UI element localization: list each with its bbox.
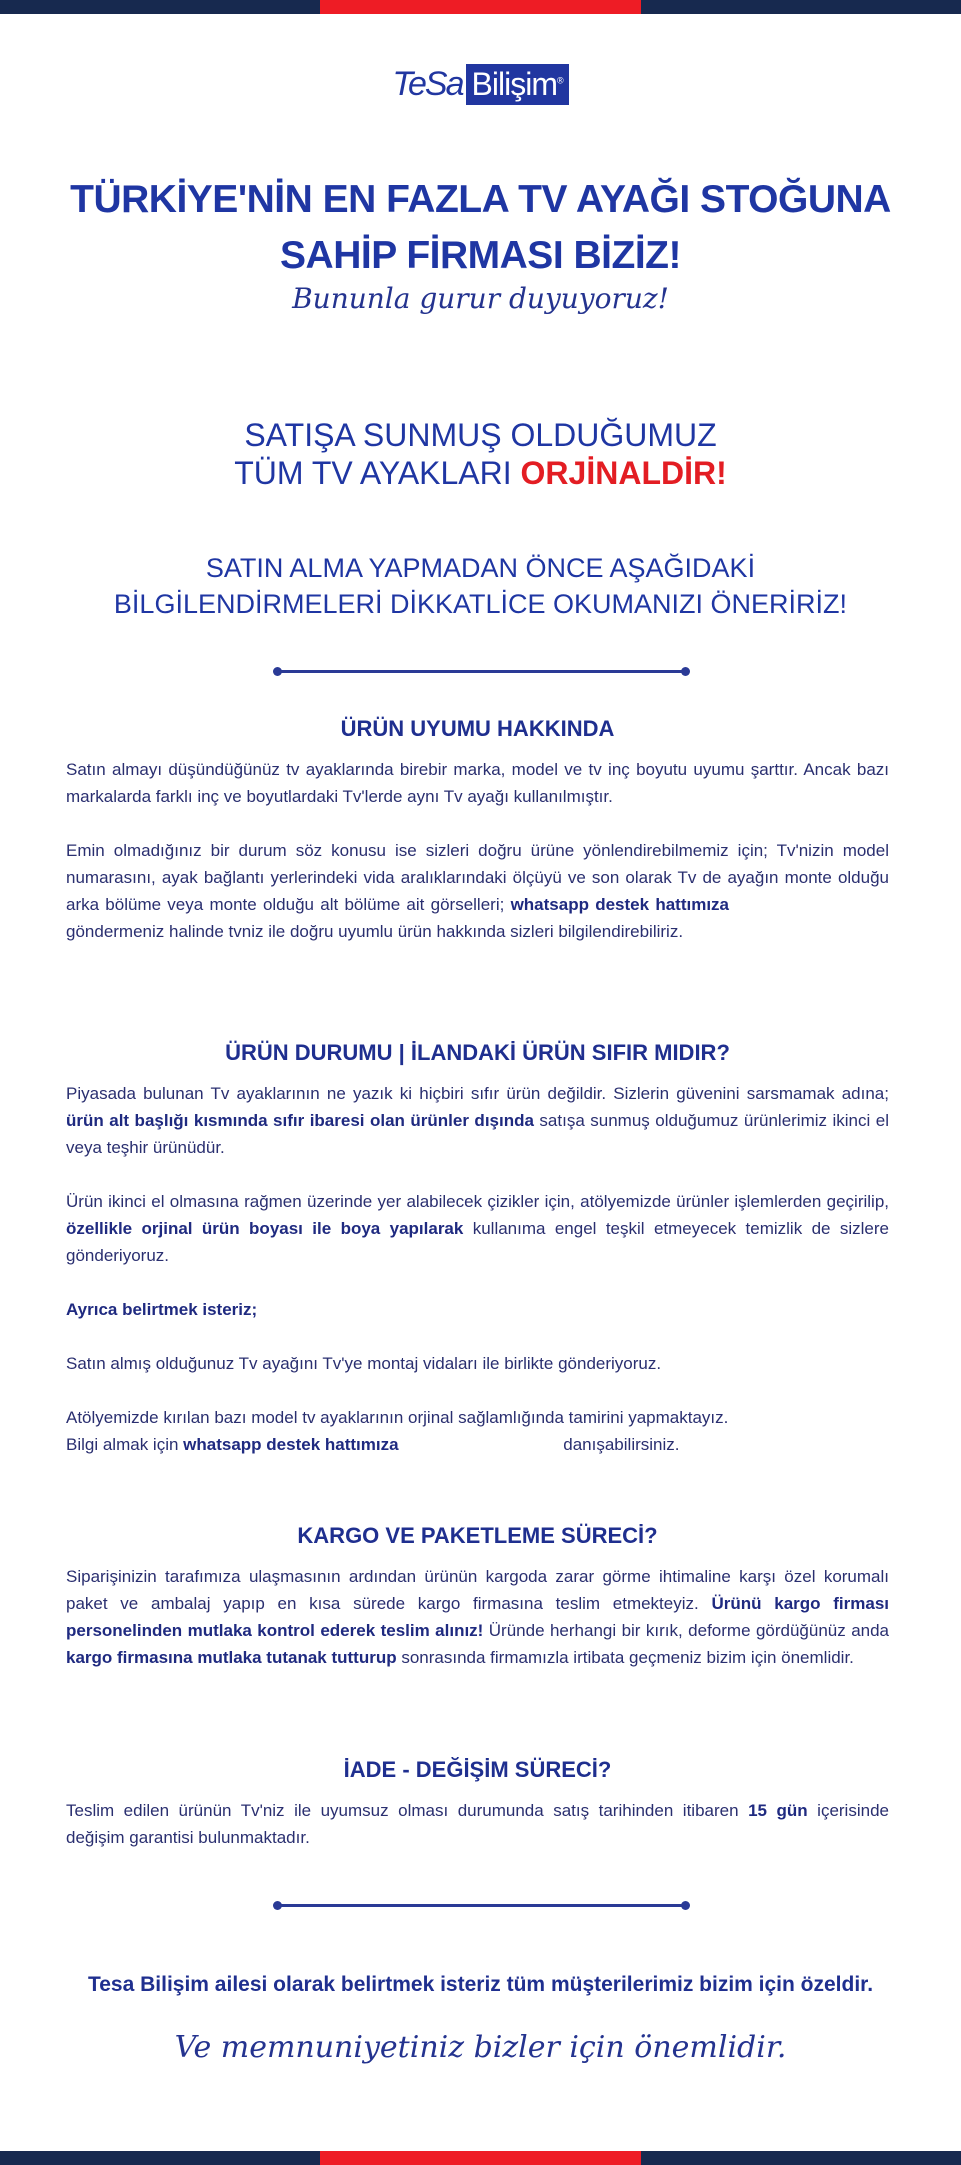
original-notice: SATIŞA SUNMUŞ OLDUĞUMUZ TÜM TV AYAKLARI ORJİNALDİR! [234,417,727,491]
top-color-bar [0,0,961,14]
section-compatibility: ÜRÜN UYUMU HAKKINDA Satın almayı düşündüğünüz tv ayaklarında birebir marka, model ve tv inç boyutu uyumu şarttır. Ancak bazı markalarda farklı inç ve boyutlardaki Tv'lerde aynı Tv ayağı kullanılmıştır. Emin olmadığınız bir durum söz konusu ise sizleri doğru ürüne yönlendirebilmemiz için; Tv'nizin model numarasını, ayak bağlantı yerlerindeki vida aralıklarındaki ölçüyü ve son olarak Tv de ayağın monte olduğu arka bölüme veya monte olduğu alt bölüme ait görselleri; whatsapp destek hattımıza göndermeniz halinde tvniz ile doğru uyumlu ürün hakkında sizleri bilgilendirebiliriz. [66,716,889,941]
divider [277,670,686,673]
headline-script: Bununla gurur duyuyoruz! [292,282,669,315]
section-condition: ÜRÜN DURUMU | İLANDAKİ ÜRÜN SIFIR MIDIR? Piyasada bulunan Tv ayaklarının ne yazık ki hiçbiri sıfır ürün değildir. Sizlerin güvenini sarsmamak adına; ürün alt başlığı kısmında sıfır ibaresi olan ürünler dışında satışa sunmuş olduğumuz ürünlerimiz ikinci el veya teşhir ürünüdür. Ürün ikinci el olmasına rağmen üzerinde yer alabilecek çizikler için, atölyemizde ürünler işlemlerden geçirilip, özellikle orjinal ürün boyası ile boya yapılarak kullanıma engel teşkil etmeyecek temizlik de sizlere gönderiyoruz. Ayrıca belirtmek isteriz; Satın almış olduğunuz Tv ayağını Tv'ye montaj vidaları ile birlikte gönderiyoruz. Atölyemizde kırılan bazı model tv ayaklarının orjinal sağlamlığında tamirini yapmaktayız. Bilgi almak için whatsapp destek hattımıza danışabilirsiniz. [66,1040,889,1454]
whatsapp-link[interactable]: whatsapp destek hattımıza [183,1435,399,1454]
closing-script: Ve memnuniyetiniz bizler için önemlidir. [174,2030,787,2065]
read-notice: SATIN ALMA YAPMADAN ÖNCE AŞAĞIDAKİ BİLGİLENDİRMELERİ DİKKATLİCE OKUMANIZI ÖNERİRİZ! [113,553,848,619]
divider [277,1904,686,1907]
section-returns: İADE - DEĞİŞİM SÜRECİ? Teslim edilen ürünün Tv'niz ile uyumsuz olması durumunda satış tarihinden itibaren 15 gün içerisinde değişim garantisi bulunmaktadır. [66,1757,889,1847]
headline: TÜRKİYE'NİN EN FAZLA TV AYAĞI STOĞUNA SAHİP FİRMASI BİZİZ! [70,178,891,277]
section-shipping: KARGO VE PAKETLEME SÜRECİ? Siparişinizin tarafımıza ulaşmasının ardından ürünün kargoda zarar görme ihtimaline karşı özel korumalı paket ve ambalaj yapıp en kısa sürede kargo firmasına teslim etmekteyiz. Ürünü kargo firması personelinden mutlaka kontrol ederek teslim alınız! Üründe herhangi bir kırık, deforme gördüğünüz anda kargo firmasına mutlaka tutanak tutturup sonrasında firmamızla irtibata geçmeniz bizim için önemlidir. [66,1523,890,1667]
bottom-color-bar [0,2151,961,2165]
whatsapp-link[interactable]: whatsapp destek hattımıza [510,895,730,914]
closing-text: Tesa Bilişim ailesi olarak belirtmek isteriz tüm müşterilerimiz bizim için özeldir. [87,1973,874,1996]
logo: TeSa Bilişim® [0,64,961,105]
